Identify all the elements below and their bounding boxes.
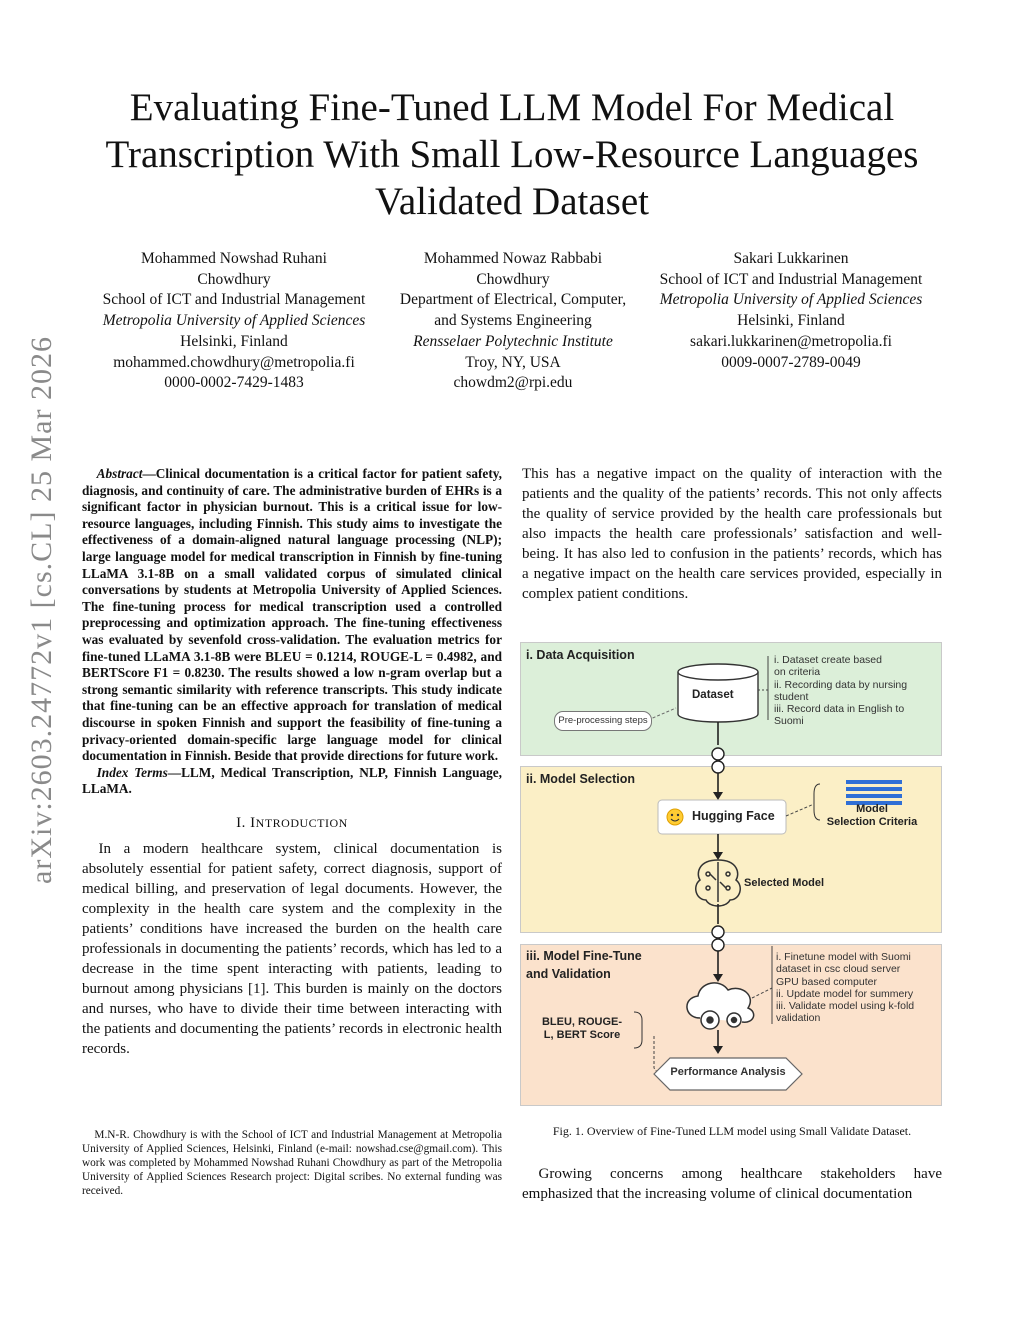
preprocessing-connector [648, 708, 676, 720]
s3-note: iii. Validate model using k-fold [776, 1000, 915, 1013]
author-1-dept: School of ICT and Industrial Management [102, 291, 366, 309]
criteria-line-1: Model [856, 803, 888, 815]
index-terms-label: Index Terms [96, 764, 168, 780]
metrics-line-1: BLEU, ROUGE- [541, 1016, 623, 1028]
author-3-orcid: 0009-0007-2789-0049 [721, 353, 861, 371]
footnote [82, 1128, 502, 1198]
author-1-name: Mohammed Nowshad Ruhani [141, 250, 327, 267]
title-line-1: Evaluating Fine-Tuned LLM Model For Medical [129, 86, 895, 129]
footnote-text: M.N-R. Chowdhury is with the School of ICT and Industrial Management at Metropolia University of Applied Sciences, Helsinki, Finland (e-mail: nowshad.cse@gmail.com). This work was completed by Mohammed Nowshad Ruhani Chowdhury as part of the Metropolia University of Applied Sciences Research project: Digital scribes. No external funding was received. [82, 1129, 502, 1197]
s3-note: GPU based computer [776, 975, 877, 988]
author-2-email: chowdm2@rpi.edu [453, 374, 573, 392]
title-line-3: Validated Dataset [375, 180, 649, 223]
author-3-email: sakari.lukkarinen@metropolia.fi [690, 332, 892, 350]
cloud-gear-icon [687, 983, 754, 1029]
s2-title: ii. Model Selection [526, 772, 636, 786]
author-2-name: Mohammed Nowaz Rabbabi [423, 250, 603, 267]
author-1-location: Helsinki, Finland [180, 332, 288, 350]
metrics-label [534, 1016, 630, 1042]
arxiv-sidebar [12, 260, 72, 960]
author-1 [82, 249, 386, 394]
s3-title-line-2: and Validation [526, 967, 611, 981]
flow-node-2 [712, 761, 724, 773]
model-selection-criteria [822, 803, 922, 829]
right-paragraph-1: This has a negative impact on the quality of interaction with the patients and the quality of the patients’ records. This not only affects the quality of service provided by the health care professionals but also impacts the health care professionals’ satisfaction and well-being. It has also led to confusion in the patients’ records, which has a negative impact on the health care services provided, especially in complex patient conditions. [522, 466, 942, 602]
author-3 [640, 249, 942, 373]
flow-node-1 [712, 748, 724, 760]
s1-note: i. Dataset create based [774, 654, 882, 666]
metrics-line-2: L, BERT Score [543, 1029, 621, 1041]
hugging-face-label: Hugging Face [692, 809, 775, 823]
s1-note: ii. Recording data by nursing [774, 678, 908, 691]
list-icon [846, 780, 902, 805]
author-2-name-2: Chowdhury [476, 270, 550, 288]
index-terms-text: LLM, Medical Transcription, NLP, Finnish Language, LLaMA. [82, 764, 502, 797]
figure-1 [520, 642, 944, 1107]
s3-note: validation [776, 1012, 821, 1025]
arrow-head-1 [713, 792, 723, 800]
s3-title [526, 947, 642, 983]
author-1-orcid: 0000-0002-7429-1483 [164, 374, 304, 392]
hugging-face-icon [667, 809, 683, 825]
author-1-email: mohammed.chowdhury@metropolia.fi [113, 353, 355, 371]
s1-note: Suomi [774, 715, 804, 728]
s3-note: i. Finetune model with Suomi [776, 951, 911, 963]
flow-node-3 [712, 926, 724, 938]
author-3-dept: School of ICT and Industrial Management [659, 270, 923, 288]
right-column-bottom [522, 1164, 942, 1204]
s3-title-line-1: iii. Model Fine-Tune [526, 949, 642, 963]
s1-note: student [774, 690, 809, 703]
author-3-name: Sakari Lukkarinen [733, 250, 849, 267]
author-3-location: Helsinki, Finland [737, 312, 845, 330]
section-title-rest: NTRODUCTION [255, 815, 348, 830]
author-2 [382, 249, 644, 394]
abstract: Abstract—Clinical documentation is a critical factor for patient safety, diagnosis, and continuity of care. The administrative burden of EHRs is a significant factor in physician burnout. This is a critical issue for low-resource languages, including Finnish. This study aims to investigate the effectiveness of a domain-aligned natural language processing (NLP); large language model for medical transcription in Finnish by fine-tuning LLaMA 3.1-8B on a small validated corpus of simulated clinical conversations by students at Metropolia University of Applied Sciences. The fine-tuning process for medical transcription used a controlled preprocessing and optimization approach. The fine-tuning effectiveness was evaluated by sevenfold cross-validation. The evaluation metrics for fine-tuned LLaMA 3.1-8B were BLEU = 0.1214, ROUGE-L = 0.4982, and BERTScore F1 = 0.8230. The results showed a low n-gram overlap but a strong semantic similarity with reference transcripts. This study indicate that fine-tuning can be an effective approach for translation of medical discourse in spoken Finnish and support the feasibility of fine-tuning a privacy-oriented domain-specific large language model for clinical documentation in Finnish. Beside that provide directions for future work. [82, 466, 502, 764]
right-column-top [522, 464, 942, 604]
author-1-name-2: Chowdhury [197, 270, 271, 288]
figure-caption: Fig. 1. Overview of Fine-Tuned LLM model using Small Validate Dataset. [552, 1124, 912, 1138]
s1-notes [774, 654, 907, 728]
dataset-label: Dataset [692, 689, 734, 701]
s3-note: dataset in csc cloud server [776, 963, 901, 976]
paper-title [60, 84, 964, 225]
ai-brain-icon [696, 860, 741, 906]
author-3-affiliation: Metropolia University of Applied Sciences [659, 291, 923, 309]
s1-note: iii. Record data in English to [774, 703, 905, 716]
abstract-label: Abstract [96, 466, 143, 481]
author-2-dept: Department of Electrical, Computer, [399, 291, 627, 309]
performance-label: Performance Analysis [670, 1066, 786, 1078]
left-column [82, 466, 502, 1059]
index-terms: Index Terms—LLM, Medical Transcription, NLP, Finnish Language, LLaMA. [82, 764, 502, 797]
s1-title: i. Data Acquisition [526, 648, 635, 662]
author-1-affiliation: Metropolia University of Applied Sciences [102, 312, 366, 330]
preprocessing-label: Pre-processing steps [554, 711, 652, 731]
right-paragraph-2: Growing concerns among healthcare stakeholders have emphasized that the increasing volume of clinical documentation [522, 1166, 942, 1202]
abstract-text: Clinical documentation is a critical factor for patient safety, diagnosis, and continuity of care. The administrative burden of EHRs is a significant factor in physician burnout. This is a critical issue for low-resource languages, including Finnish. This study aims to investigate the effectiveness of a domain-aligned natural language processing (NLP); large language model for medical transcription in Finnish by fine-tuning LLaMA 3.1-8B on a small validated corpus of simulated clinical conversations by students at Metropolia University of Applied Sciences. The fine-tuning process for medical transcription used a controlled preprocessing and optimization approach. The fine-tuning effectiveness was evaluated by sevenfold cross-validation. The evaluation metrics for fine-tuned LLaMA 3.1-8B were BLEU = 0.1214, ROUGE-L = 0.4982, and BERTScore F1 = 0.8230. The results showed a low n-gram overlap but a strong semantic similarity with reference transcripts. This study indicate that fine-tuning can be an effective approach for translation of medical discourse in spoken Finnish and support the feasibility of fine-tuning a privacy-oriented domain-specific large language model for clinical documentation in Finnish. Beside that provide directions for future work. [82, 466, 502, 764]
s3-notes [776, 951, 914, 1025]
section-heading [82, 813, 502, 833]
flow-node-4 [712, 939, 724, 951]
title-line-2: Transcription With Small Low-Resource Languages [105, 133, 919, 176]
criteria-line-2: Selection Criteria [826, 816, 918, 828]
selected-model-label: Selected Model [744, 877, 825, 889]
criteria-bracket [814, 784, 820, 820]
author-2-affiliation: Rensselaer Polytechnic Institute [413, 332, 613, 350]
section-numeral: I. [236, 814, 246, 831]
arxiv-id: arXiv:2603.24772v1 [cs.CL] 25 Mar 2026 [25, 336, 58, 884]
s3-note: ii. Update model for summery [776, 987, 914, 1000]
author-2-dept-2: and Systems Engineering [434, 312, 592, 330]
author-2-location: Troy, NY, USA [465, 353, 561, 371]
section-title-first: I [250, 814, 256, 831]
intro-paragraph: In a modern healthcare system, clinical documentation is absolutely essential for patient safety, correct diagnosis, support of medical billing, and preservation of legal documents. However, the complexity in the health care system and the complexity in the patients’ conditions have increased the burden on the health care professionals in documenting the patients’ records, which has led to a decrease in the time spent interacting with patients, leading to burnout among physicians [1]. This burden is mainly on the doctors and nurses, who have to divide their time between interacting with the patients and documenting the patients’ records in electronic health records. [82, 840, 502, 1057]
s1-note: on criteria [774, 666, 821, 679]
